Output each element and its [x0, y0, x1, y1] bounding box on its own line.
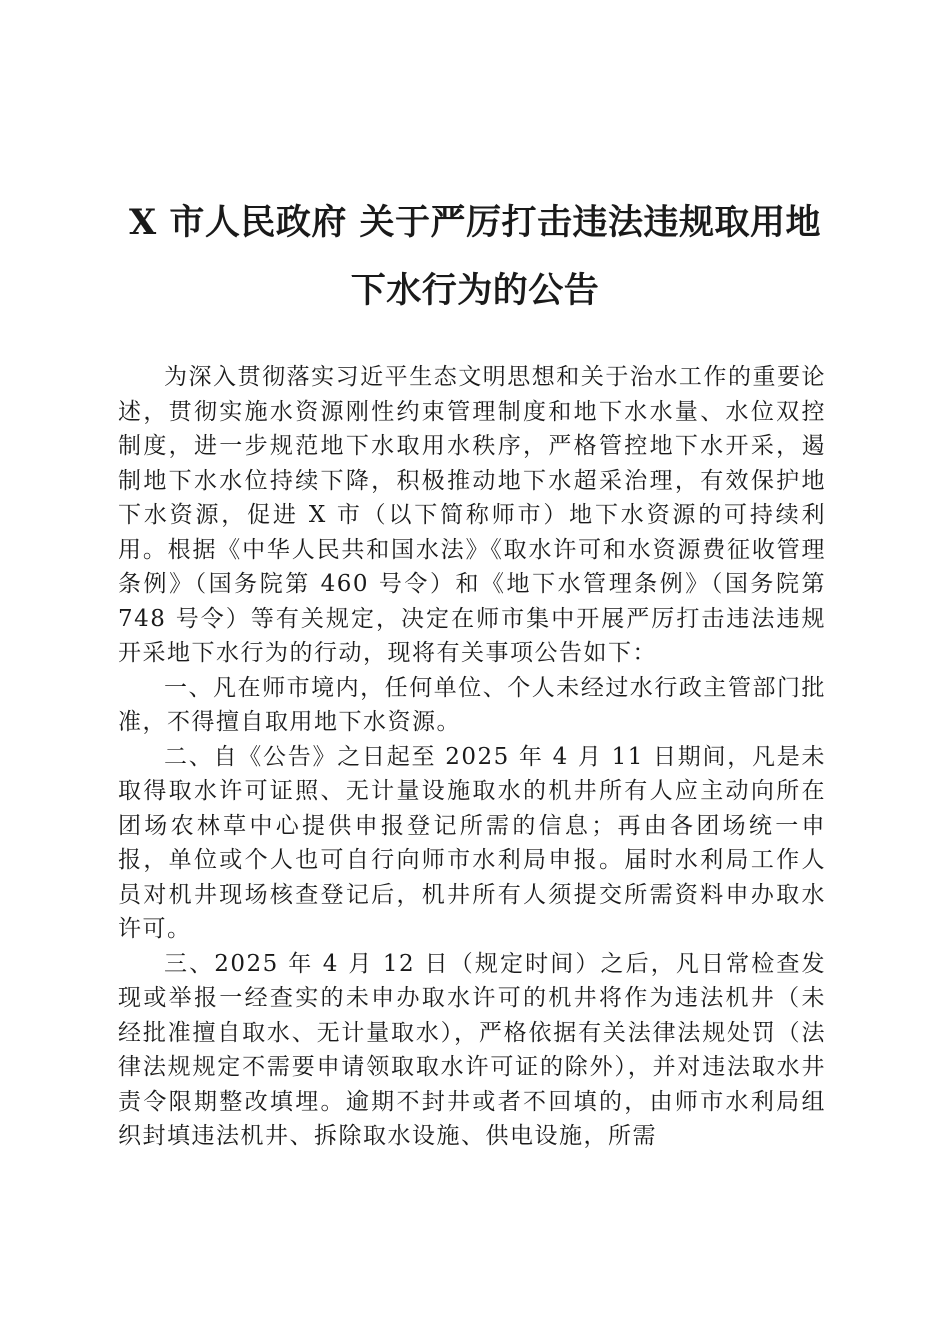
paragraph-intro: 为深入贯彻落实习近平生态文明思想和关于治水工作的重要论述，贯彻实施水资源刚性约束管理制度和地下水水量、水位双控制度，进一步规范地下水取用水秩序，严格管控地下水开采，遏制地下水水位持续下降，积极推动地下水超采治理，有效保护地下水资源，促进 X 市（以下简称师市）地下水资源的可持续利用。根据《中华人民共和国水法》《取水许可和水资源费征收管理条例》（国务院第 460 号令）和《地下水管理条例》（国务院第 748 号令）等有关规定，决定在师市集中开展严厉打击违法违规开采地下水行为的行动，现将有关事项公告如下： [118, 364, 826, 666]
document-title-line-2: 下水行为的公告 [350, 270, 600, 311]
paragraph-item-3: 三、2025 年 4 月 12 日（规定时间）之后，凡日常检查发现或举报一经查实的未申办取水许可的机井将作为违法机井（未经批准擅自取水、无计量取水），严格依据有关法律法规处罚（法律法规规定不需要申请领取取水许可证的除外），并对违法取水井责令限期整改填埋。逾期不封井或者不回填的，由师市水利局组织封填违法机井、拆除取水设施、供电设施，所需 [118, 950, 826, 1149]
document-title-line-1: X 市人民政府 关于严厉打击违法违规取用地 [128, 202, 822, 243]
paragraph-item-2: 二、自《公告》之日起至 2025 年 4 月 11 日期间，凡是未取得取水许可证照、无计量设施取水的机井所有人应主动向所在团场农林草中心提供申报登记所需的信息；再由各团场统一申报，单位或个人也可自行向师市水利局申报。届时水利局工作人员对机井现场核查登记后，机井所有人须提交所需资料申办取水许可。 [118, 743, 826, 942]
document-body [118, 360, 826, 1154]
paragraph-item-1: 一、凡在师市境内，任何单位、个人未经过水行政主管部门批准，不得擅自取用地下水资源。 [118, 674, 826, 735]
